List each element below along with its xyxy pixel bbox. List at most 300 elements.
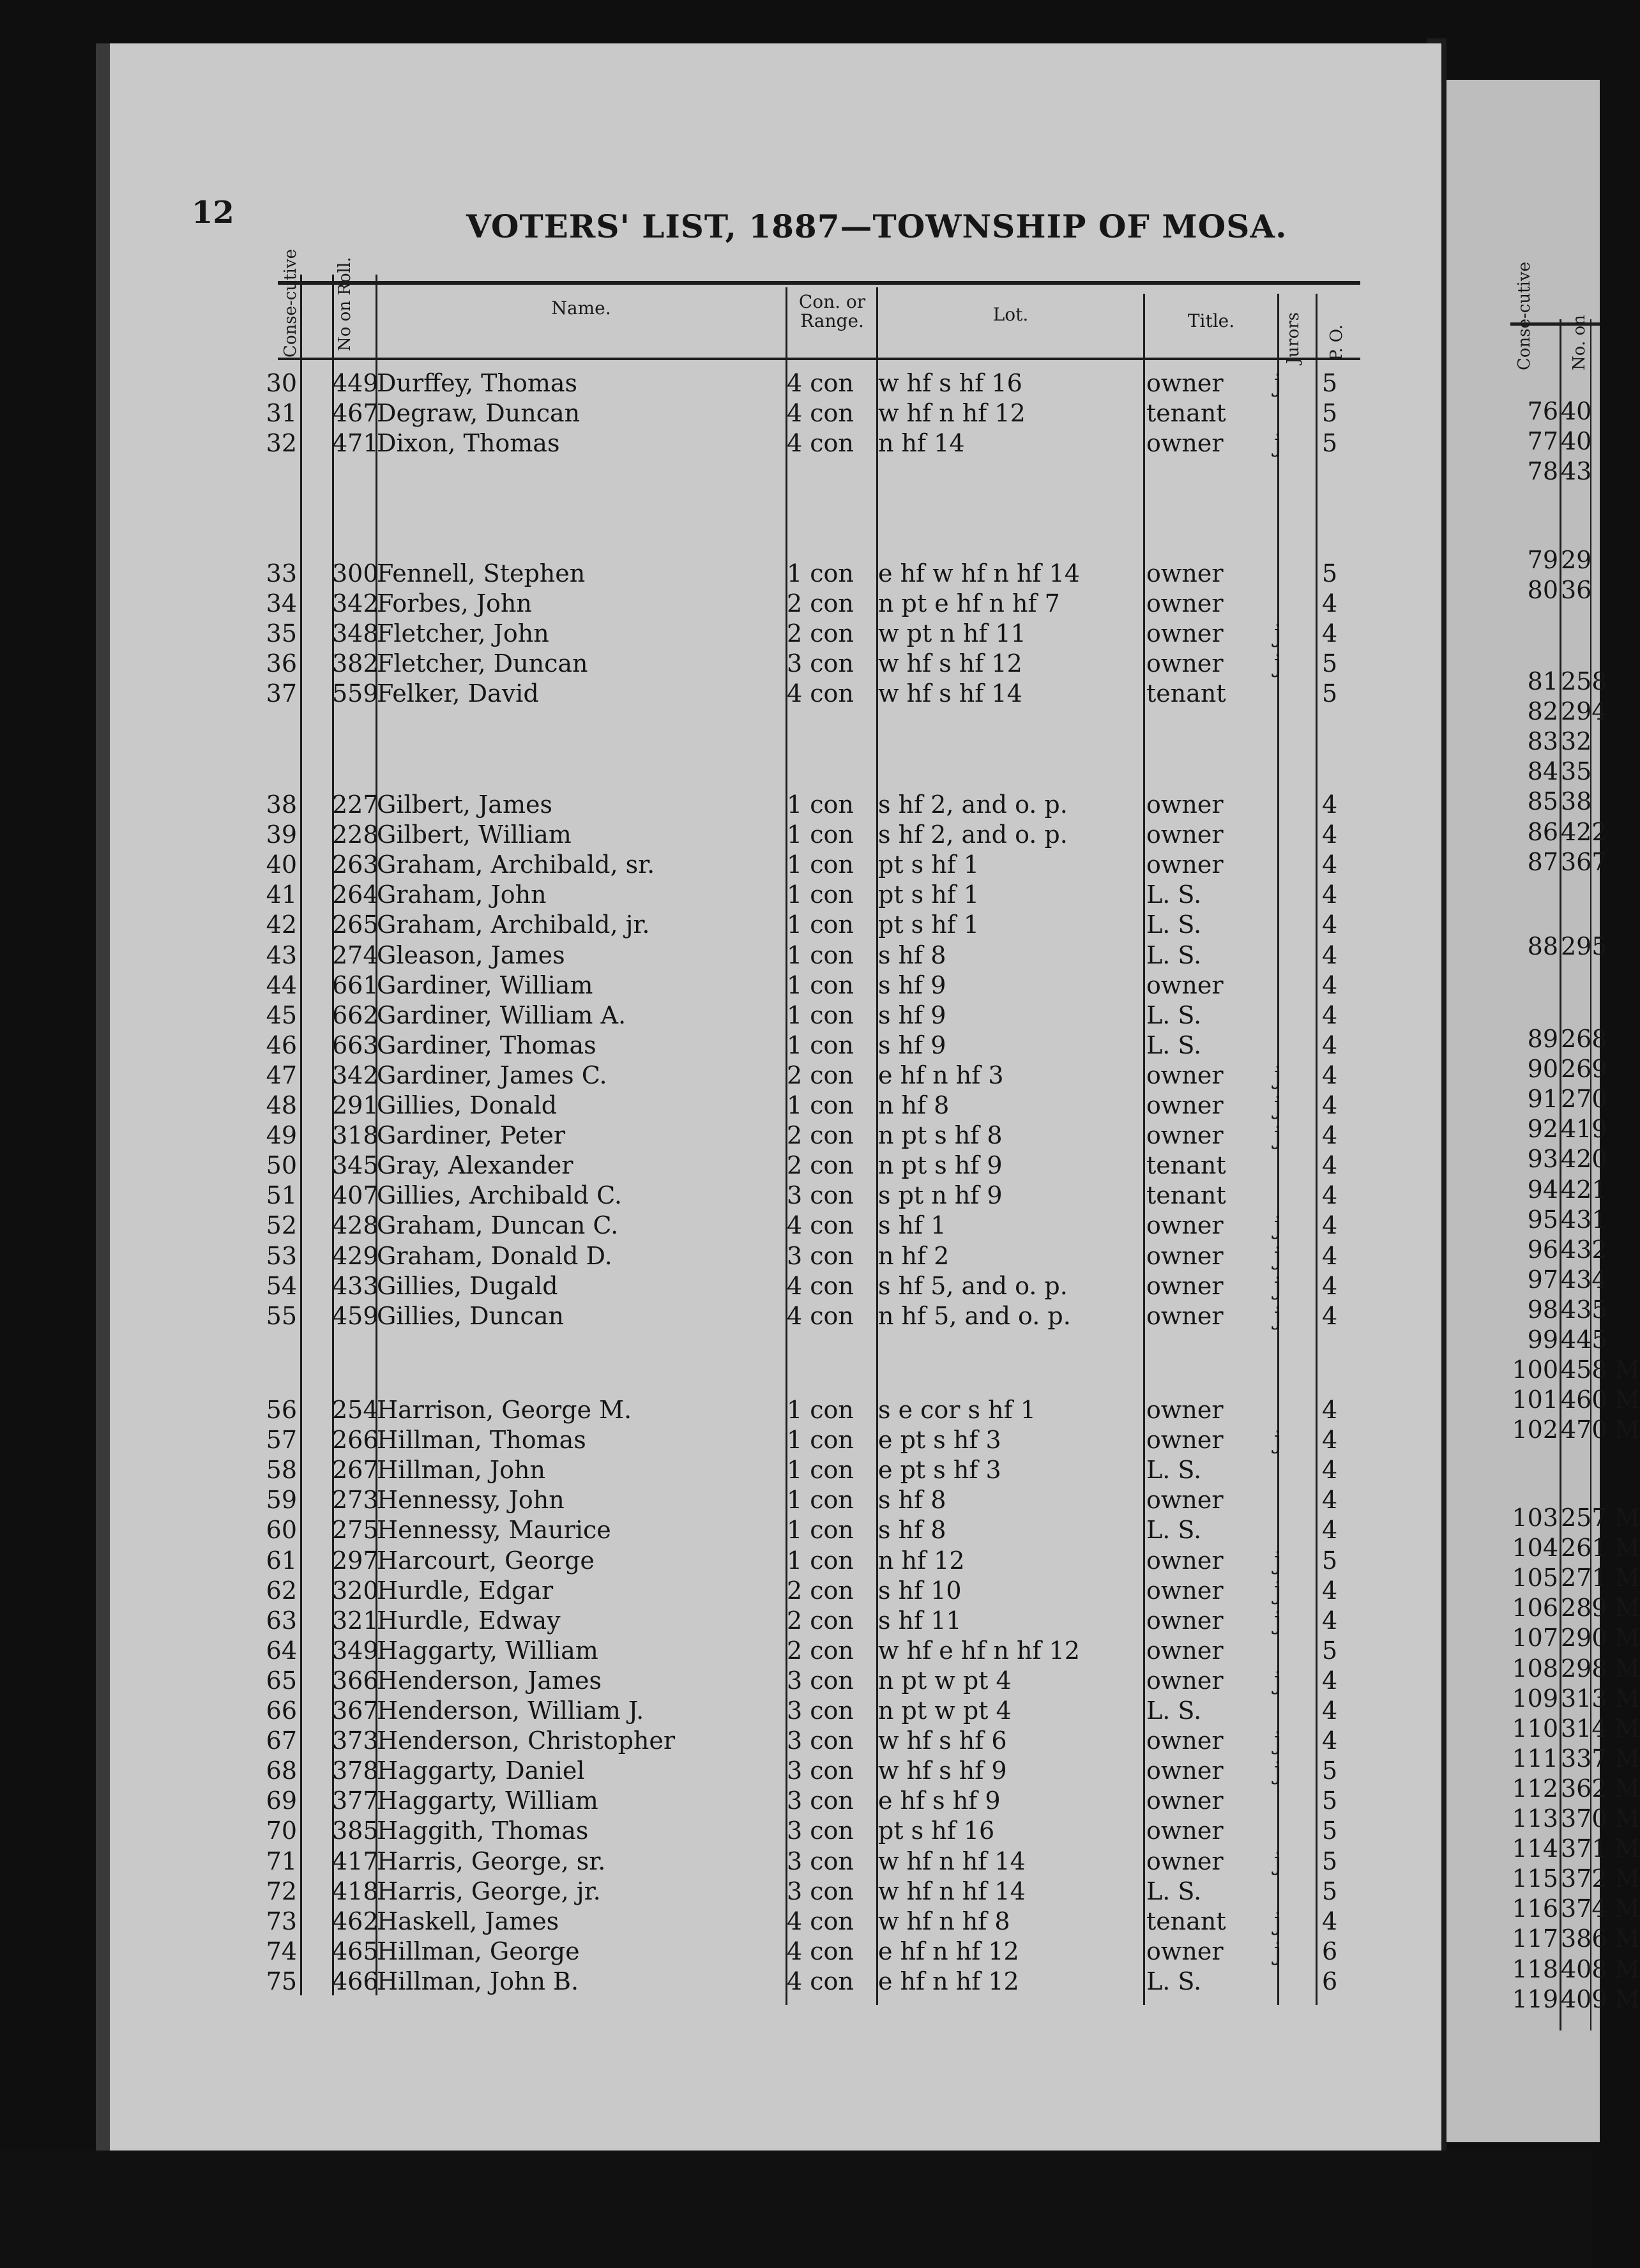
cell-roll: 371 M xyxy=(1561,1834,1640,1863)
cell-roll: 257 M xyxy=(1561,1504,1640,1532)
cell-title: owner xyxy=(1146,1546,1224,1575)
cell-con: 1 con xyxy=(787,881,854,909)
cell-con: 1 con xyxy=(787,941,854,969)
cell-lot: s hf 5, and o. p. xyxy=(878,1271,1068,1300)
cell-con: 4 con xyxy=(787,399,854,428)
cell-roll: 345 xyxy=(332,1151,379,1180)
cell-title: L. S. xyxy=(1146,911,1202,939)
cell-po: 4 xyxy=(1322,1666,1338,1695)
cell-con: 2 con xyxy=(787,1606,854,1635)
cell-title: L. S. xyxy=(1146,1877,1202,1905)
cell-title: owner xyxy=(1146,1061,1224,1089)
cell-roll: 289 M xyxy=(1561,1594,1640,1622)
cell-cons: 59 xyxy=(266,1486,297,1515)
cell-name: Graham, Donald D. xyxy=(377,1241,612,1270)
cell-name: Gilbert, William xyxy=(377,820,572,849)
cell-title: owner xyxy=(1146,1241,1224,1270)
cell-cons: 92 xyxy=(1527,1115,1558,1144)
cell-roll: 265 xyxy=(332,911,379,939)
cell-cons: 118 xyxy=(1512,1954,1558,1983)
cell-roll: 433 xyxy=(332,1271,379,1300)
cell-lot: n pt w pt 4 xyxy=(878,1666,1012,1695)
cell-roll: 268 xyxy=(1561,1025,1607,1053)
cell-name: Haggarty, William xyxy=(377,1636,598,1665)
cell-roll: 559 xyxy=(332,679,379,708)
cell-cons: 31 xyxy=(266,399,297,428)
cell-title: owner xyxy=(1146,369,1224,397)
cell-cons: 111 xyxy=(1512,1744,1558,1773)
cell-roll: 291 xyxy=(332,1091,379,1119)
cell-po: 4 xyxy=(1322,619,1338,648)
cell-cons: 100 xyxy=(1512,1356,1558,1384)
cell-name: Gilbert, James xyxy=(377,790,552,819)
column-line-consecutive xyxy=(300,275,302,1995)
cell-po: 4 xyxy=(1322,1516,1338,1545)
cell-roll: 318 xyxy=(332,1121,379,1150)
cell-title: owner xyxy=(1146,589,1224,618)
cell-roll: 373 xyxy=(332,1727,379,1755)
cell-po: 4 xyxy=(1322,911,1338,939)
cell-roll: 377 xyxy=(332,1787,379,1815)
cell-con: 4 con xyxy=(787,679,854,708)
cell-name: Felker, David xyxy=(377,679,539,708)
cell-cons: 113 xyxy=(1512,1804,1558,1833)
cell-cons: 104 xyxy=(1512,1534,1558,1562)
cell-con: 1 con xyxy=(787,911,854,939)
cell-roll: 428 xyxy=(332,1211,379,1240)
cell-roll: 349 xyxy=(332,1636,379,1665)
cell-cons: 67 xyxy=(266,1727,297,1755)
cell-con: 1 con xyxy=(787,1091,854,1119)
cell-lot: w hf s hf 6 xyxy=(878,1727,1007,1755)
cell-roll: 419 xyxy=(1561,1115,1607,1144)
cell-cons: 83 xyxy=(1527,727,1558,756)
cell-po: 4 xyxy=(1322,971,1338,999)
cell-name: Graham, Archibald, sr. xyxy=(377,850,655,879)
cell-name: Henderson, William J. xyxy=(377,1697,644,1725)
cell-po: 4 xyxy=(1322,1576,1338,1605)
cell-po: 5 xyxy=(1322,559,1338,587)
cell-po: 5 xyxy=(1322,649,1338,678)
cell-cons: 54 xyxy=(266,1271,297,1300)
cell-name: Graham, Duncan C. xyxy=(377,1211,619,1240)
cell-lot: w hf s hf 9 xyxy=(878,1757,1007,1785)
cell-roll: 382 xyxy=(332,649,379,678)
cell-cons: 57 xyxy=(266,1426,297,1455)
column-line-po xyxy=(1316,294,1317,2005)
background-edge xyxy=(0,2151,1591,2268)
cell-con: 2 con xyxy=(787,1576,854,1605)
cell-lot: s hf 9 xyxy=(878,971,946,999)
cell-cons: 106 xyxy=(1512,1594,1558,1622)
cell-po: 4 xyxy=(1322,1606,1338,1635)
cell-con: 1 con xyxy=(787,1456,854,1485)
cell-cons: 69 xyxy=(266,1787,297,1815)
cell-lot: s hf 10 xyxy=(878,1576,962,1605)
cell-con: 3 con xyxy=(787,1787,854,1815)
cell-con: 4 con xyxy=(787,1907,854,1935)
cell-cons: 101 xyxy=(1512,1386,1558,1414)
cell-cons: 86 xyxy=(1527,817,1558,846)
cell-cons: 102 xyxy=(1512,1416,1558,1444)
cell-title: owner xyxy=(1146,1271,1224,1300)
cell-roll: 267 xyxy=(332,1456,379,1485)
cell-title: L. S. xyxy=(1146,1967,1202,1995)
cell-roll: 421 xyxy=(1561,1175,1607,1204)
cell-roll: 295 xyxy=(1561,932,1607,960)
cell-name: Haskell, James xyxy=(377,1907,559,1935)
cell-cons: 51 xyxy=(266,1181,297,1210)
cell-lot: w hf n hf 8 xyxy=(878,1907,1010,1935)
cell-title: owner xyxy=(1146,1396,1224,1424)
cell-con: 3 con xyxy=(787,1727,854,1755)
cell-juror: j xyxy=(1274,1847,1282,1875)
header-name: Name. xyxy=(551,298,611,319)
cell-title: owner xyxy=(1146,1301,1224,1330)
cell-po: 4 xyxy=(1322,1181,1338,1210)
cell-con: 1 con xyxy=(787,971,854,999)
cell-roll: 409 M xyxy=(1561,1984,1640,2013)
cell-cons: 49 xyxy=(266,1121,297,1150)
cell-cons: 81 xyxy=(1527,667,1558,695)
cell-roll: 432 xyxy=(1561,1235,1607,1264)
cell-roll: 418 xyxy=(332,1877,379,1905)
cell-po: 5 xyxy=(1322,399,1338,428)
cell-con: 1 con xyxy=(787,820,854,849)
cell-cons: 68 xyxy=(266,1757,297,1785)
cell-cons: 45 xyxy=(266,1001,297,1029)
cell-name: Gleason, James xyxy=(377,941,565,969)
cell-roll: 342 xyxy=(332,1061,379,1089)
cell-po: 4 xyxy=(1322,589,1338,618)
cell-roll: 263 xyxy=(332,850,379,879)
cell-con: 1 con xyxy=(787,1001,854,1029)
cell-title: L. S. xyxy=(1146,1516,1202,1545)
cell-lot: s hf 8 xyxy=(878,1516,946,1545)
cell-roll: 38 xyxy=(1561,787,1592,816)
cell-title: owner xyxy=(1146,649,1224,678)
cell-title: L. S. xyxy=(1146,1697,1202,1725)
cell-cons: 70 xyxy=(266,1817,297,1845)
cell-con: 3 con xyxy=(787,1877,854,1905)
cell-juror: j xyxy=(1274,1666,1282,1695)
cell-roll: 465 xyxy=(332,1937,379,1965)
cell-lot: n pt e hf n hf 7 xyxy=(878,589,1060,618)
cell-cons: 103 xyxy=(1512,1504,1558,1532)
cell-po: 4 xyxy=(1322,1456,1338,1485)
cell-roll: 274 xyxy=(332,941,379,969)
cell-lot: pt s hf 1 xyxy=(878,911,980,939)
cell-roll: 663 xyxy=(332,1031,379,1059)
cell-juror: j xyxy=(1274,1907,1282,1935)
cell-roll: 314 M xyxy=(1561,1714,1640,1743)
cell-con: 3 con xyxy=(787,1181,854,1210)
cell-roll: 471 xyxy=(332,429,379,458)
cell-title: owner xyxy=(1146,1636,1224,1665)
page-title: VOTERS' LIST, 1887—TOWNSHIP OF MOSA. xyxy=(466,208,1287,245)
cell-lot: s hf 8 xyxy=(878,941,946,969)
cell-roll: 270 xyxy=(1561,1085,1607,1114)
cell-roll: 313 M xyxy=(1561,1684,1640,1712)
cell-roll: 36 xyxy=(1561,576,1592,605)
cell-name: Gillies, Dugald xyxy=(377,1271,558,1300)
cell-name: Hennessy, John xyxy=(377,1486,565,1515)
cell-cons: 33 xyxy=(266,559,297,587)
cell-cons: 71 xyxy=(266,1847,297,1875)
header-jurors: Jurors xyxy=(1284,312,1303,364)
cell-name: Henderson, Christopher xyxy=(377,1727,676,1755)
cell-cons: 99 xyxy=(1527,1326,1558,1354)
cell-lot: e hf w hf n hf 14 xyxy=(878,559,1080,587)
cell-juror: j xyxy=(1274,1576,1282,1605)
cell-roll: 362 M xyxy=(1561,1774,1640,1803)
cell-po: 4 xyxy=(1322,1486,1338,1515)
cell-roll: 337 M xyxy=(1561,1744,1640,1773)
cell-name: Hurdle, Edway xyxy=(377,1606,561,1635)
cell-juror: j xyxy=(1274,1061,1282,1089)
cell-cons: 95 xyxy=(1527,1205,1558,1234)
cell-roll: 290 M xyxy=(1561,1624,1640,1652)
cell-po: 5 xyxy=(1322,369,1338,397)
cell-name: Gardiner, William xyxy=(377,971,593,999)
cell-roll: 258 xyxy=(1561,667,1607,695)
cell-roll: 385 xyxy=(332,1817,379,1845)
cell-con: 3 con xyxy=(787,1817,854,1845)
cell-con: 3 con xyxy=(787,1697,854,1725)
cell-title: owner xyxy=(1146,850,1224,879)
cell-cons: 85 xyxy=(1527,787,1558,816)
cell-lot: e pt s hf 3 xyxy=(878,1426,1001,1455)
cell-name: Harris, George, sr. xyxy=(377,1847,606,1875)
cell-name: Degraw, Duncan xyxy=(377,399,581,428)
cell-lot: s hf 9 xyxy=(878,1031,946,1059)
cell-cons: 98 xyxy=(1527,1295,1558,1324)
header-lot: Lot. xyxy=(992,304,1029,325)
cell-lot: s hf 2, and o. p. xyxy=(878,820,1068,849)
cell-cons: 40 xyxy=(266,850,297,879)
cell-cons: 35 xyxy=(266,619,297,648)
cell-roll: 434 xyxy=(1561,1265,1607,1294)
cell-lot: s hf 2, and o. p. xyxy=(878,790,1068,819)
cell-roll: 470 M xyxy=(1561,1416,1640,1444)
header-consecutive: Conse-cutive xyxy=(281,249,300,358)
cell-name: Henderson, James xyxy=(377,1666,602,1695)
cell-cons: 89 xyxy=(1527,1025,1558,1053)
cell-con: 1 con xyxy=(787,559,854,587)
cell-title: L. S. xyxy=(1146,1031,1202,1059)
cell-roll: 269 xyxy=(1561,1055,1607,1084)
cell-cons: 93 xyxy=(1527,1145,1558,1174)
cell-roll: 294 xyxy=(1561,697,1607,726)
cell-con: 4 con xyxy=(787,1301,854,1330)
cell-po: 4 xyxy=(1322,1001,1338,1029)
cell-po: 5 xyxy=(1322,1847,1338,1875)
cell-cons: 48 xyxy=(266,1091,297,1119)
cell-lot: w hf s hf 14 xyxy=(878,679,1022,708)
cell-con: 4 con xyxy=(787,369,854,397)
cell-cons: 56 xyxy=(266,1396,297,1424)
cell-con: 1 con xyxy=(787,850,854,879)
cell-title: owner xyxy=(1146,1121,1224,1150)
cell-lot: s hf 9 xyxy=(878,1001,946,1029)
cell-roll: 40 xyxy=(1561,427,1592,456)
cell-po: 4 xyxy=(1322,1727,1338,1755)
cell-roll: 422 xyxy=(1561,817,1607,846)
cell-name: Gillies, Archibald C. xyxy=(377,1181,622,1210)
cell-con: 1 con xyxy=(787,1426,854,1455)
cell-roll: 449 xyxy=(332,369,379,397)
cell-cons: 44 xyxy=(266,971,297,999)
cell-name: Harrison, George M. xyxy=(377,1396,632,1424)
cell-lot: e hf n hf 12 xyxy=(878,1967,1019,1995)
cell-cons: 108 xyxy=(1512,1654,1558,1682)
cell-lot: w hf n hf 14 xyxy=(878,1877,1026,1905)
cell-cons: 50 xyxy=(266,1151,297,1180)
cell-juror: j xyxy=(1274,619,1282,648)
header-title: Title. xyxy=(1187,310,1235,331)
cell-cons: 72 xyxy=(266,1877,297,1905)
cell-cons: 94 xyxy=(1527,1175,1558,1204)
cell-cons: 80 xyxy=(1527,576,1558,605)
cell-roll: 366 xyxy=(332,1666,379,1695)
cell-lot: pt s hf 1 xyxy=(878,881,980,909)
cell-name: Hillman, Thomas xyxy=(377,1426,586,1455)
cell-con: 2 con xyxy=(787,1636,854,1665)
cell-po: 5 xyxy=(1322,1817,1338,1845)
cell-title: owner xyxy=(1146,1666,1224,1695)
cell-cons: 41 xyxy=(266,881,297,909)
cell-cons: 79 xyxy=(1527,546,1558,574)
cell-roll: 466 xyxy=(332,1967,379,1995)
cell-name: Gillies, Duncan xyxy=(377,1301,564,1330)
cell-title: owner xyxy=(1146,1847,1224,1875)
cell-name: Gardiner, William A. xyxy=(377,1001,626,1029)
cell-title: tenant xyxy=(1146,679,1226,708)
cell-title: owner xyxy=(1146,1937,1224,1965)
cell-lot: e hf n hf 12 xyxy=(878,1937,1019,1965)
cell-cons: 115 xyxy=(1512,1864,1558,1893)
cell-po: 4 xyxy=(1322,820,1338,849)
cell-po: 5 xyxy=(1322,1546,1338,1575)
cell-lot: s e cor s hf 1 xyxy=(878,1396,1036,1424)
cell-po: 4 xyxy=(1322,881,1338,909)
cell-cons: 36 xyxy=(266,649,297,678)
header-po: P. O. xyxy=(1327,324,1346,361)
cell-con: 2 con xyxy=(787,1151,854,1180)
right-header-consecutive: Conse-cutive xyxy=(1515,262,1534,370)
cell-cons: 119 xyxy=(1512,1984,1558,2013)
cell-cons: 34 xyxy=(266,589,297,618)
cell-roll: 417 xyxy=(332,1847,379,1875)
cell-name: Hillman, George xyxy=(377,1937,580,1965)
cell-roll: 266 xyxy=(332,1426,379,1455)
cell-cons: 63 xyxy=(266,1606,297,1635)
cell-cons: 58 xyxy=(266,1456,297,1485)
cell-roll: 29 xyxy=(1561,546,1592,574)
cell-po: 4 xyxy=(1322,1396,1338,1424)
cell-po: 4 xyxy=(1322,1091,1338,1119)
cell-con: 1 con xyxy=(787,790,854,819)
cell-roll: 227 xyxy=(332,790,379,819)
cell-po: 5 xyxy=(1322,1877,1338,1905)
cell-cons: 75 xyxy=(266,1967,297,1995)
cell-title: owner xyxy=(1146,1091,1224,1119)
cell-roll: 348 xyxy=(332,619,379,648)
cell-con: 2 con xyxy=(787,1121,854,1150)
cell-title: owner xyxy=(1146,1426,1224,1455)
cell-title: L. S. xyxy=(1146,881,1202,909)
cell-con: 4 con xyxy=(787,1271,854,1300)
cell-lot: n pt s hf 8 xyxy=(878,1121,1003,1150)
cell-po: 5 xyxy=(1322,429,1338,458)
cell-cons: 88 xyxy=(1527,932,1558,960)
cell-juror: j xyxy=(1274,1121,1282,1150)
cell-con: 3 con xyxy=(787,649,854,678)
cell-con: 4 con xyxy=(787,429,854,458)
cell-po: 4 xyxy=(1322,790,1338,819)
cell-lot: pt s hf 1 xyxy=(878,850,980,879)
cell-cons: 84 xyxy=(1527,757,1558,786)
cell-po: 6 xyxy=(1322,1967,1338,1995)
cell-po: 4 xyxy=(1322,850,1338,879)
cell-con: 2 con xyxy=(787,1061,854,1089)
cell-juror: j xyxy=(1274,1606,1282,1635)
cell-roll: 459 xyxy=(332,1301,379,1330)
cell-lot: n pt w pt 4 xyxy=(878,1697,1012,1725)
cell-lot: n hf 14 xyxy=(878,429,965,458)
cell-title: owner xyxy=(1146,1817,1224,1845)
cell-lot: e hf n hf 3 xyxy=(878,1061,1004,1089)
cell-po: 4 xyxy=(1322,1121,1338,1150)
cell-title: owner xyxy=(1146,429,1224,458)
cell-cons: 76 xyxy=(1527,397,1558,425)
cell-po: 4 xyxy=(1322,941,1338,969)
cell-cons: 46 xyxy=(266,1031,297,1059)
cell-name: Haggith, Thomas xyxy=(377,1817,589,1845)
cell-cons: 96 xyxy=(1527,1235,1558,1264)
cell-roll: 273 xyxy=(332,1486,379,1515)
cell-con: 3 con xyxy=(787,1241,854,1270)
cell-roll: 32 xyxy=(1561,727,1592,756)
cell-cons: 77 xyxy=(1527,427,1558,456)
cell-title: L. S. xyxy=(1146,941,1202,969)
cell-roll: 367 xyxy=(1561,847,1607,876)
cell-cons: 55 xyxy=(266,1301,297,1330)
cell-po: 6 xyxy=(1322,1937,1338,1965)
cell-roll: 320 xyxy=(332,1576,379,1605)
cell-lot: e pt s hf 3 xyxy=(878,1456,1001,1485)
cell-cons: 87 xyxy=(1527,847,1558,876)
cell-title: tenant xyxy=(1146,1181,1226,1210)
cell-roll: 228 xyxy=(332,820,379,849)
cell-name: Hurdle, Edgar xyxy=(377,1576,554,1605)
cell-name: Fennell, Stephen xyxy=(377,559,586,587)
cell-con: 1 con xyxy=(787,1031,854,1059)
cell-juror: j xyxy=(1274,1757,1282,1785)
cell-po: 5 xyxy=(1322,1636,1338,1665)
cell-lot: n hf 2 xyxy=(878,1241,950,1270)
cell-cons: 61 xyxy=(266,1546,297,1575)
cell-po: 5 xyxy=(1322,1757,1338,1785)
cell-title: owner xyxy=(1146,1757,1224,1785)
cell-cons: 65 xyxy=(266,1666,297,1695)
cell-cons: 60 xyxy=(266,1516,297,1545)
cell-title: tenant xyxy=(1146,399,1226,428)
cell-roll: 370 M xyxy=(1561,1804,1640,1833)
cell-lot: w hf n hf 14 xyxy=(878,1847,1026,1875)
cell-cons: 97 xyxy=(1527,1265,1558,1294)
cell-roll: 467 xyxy=(332,399,379,428)
